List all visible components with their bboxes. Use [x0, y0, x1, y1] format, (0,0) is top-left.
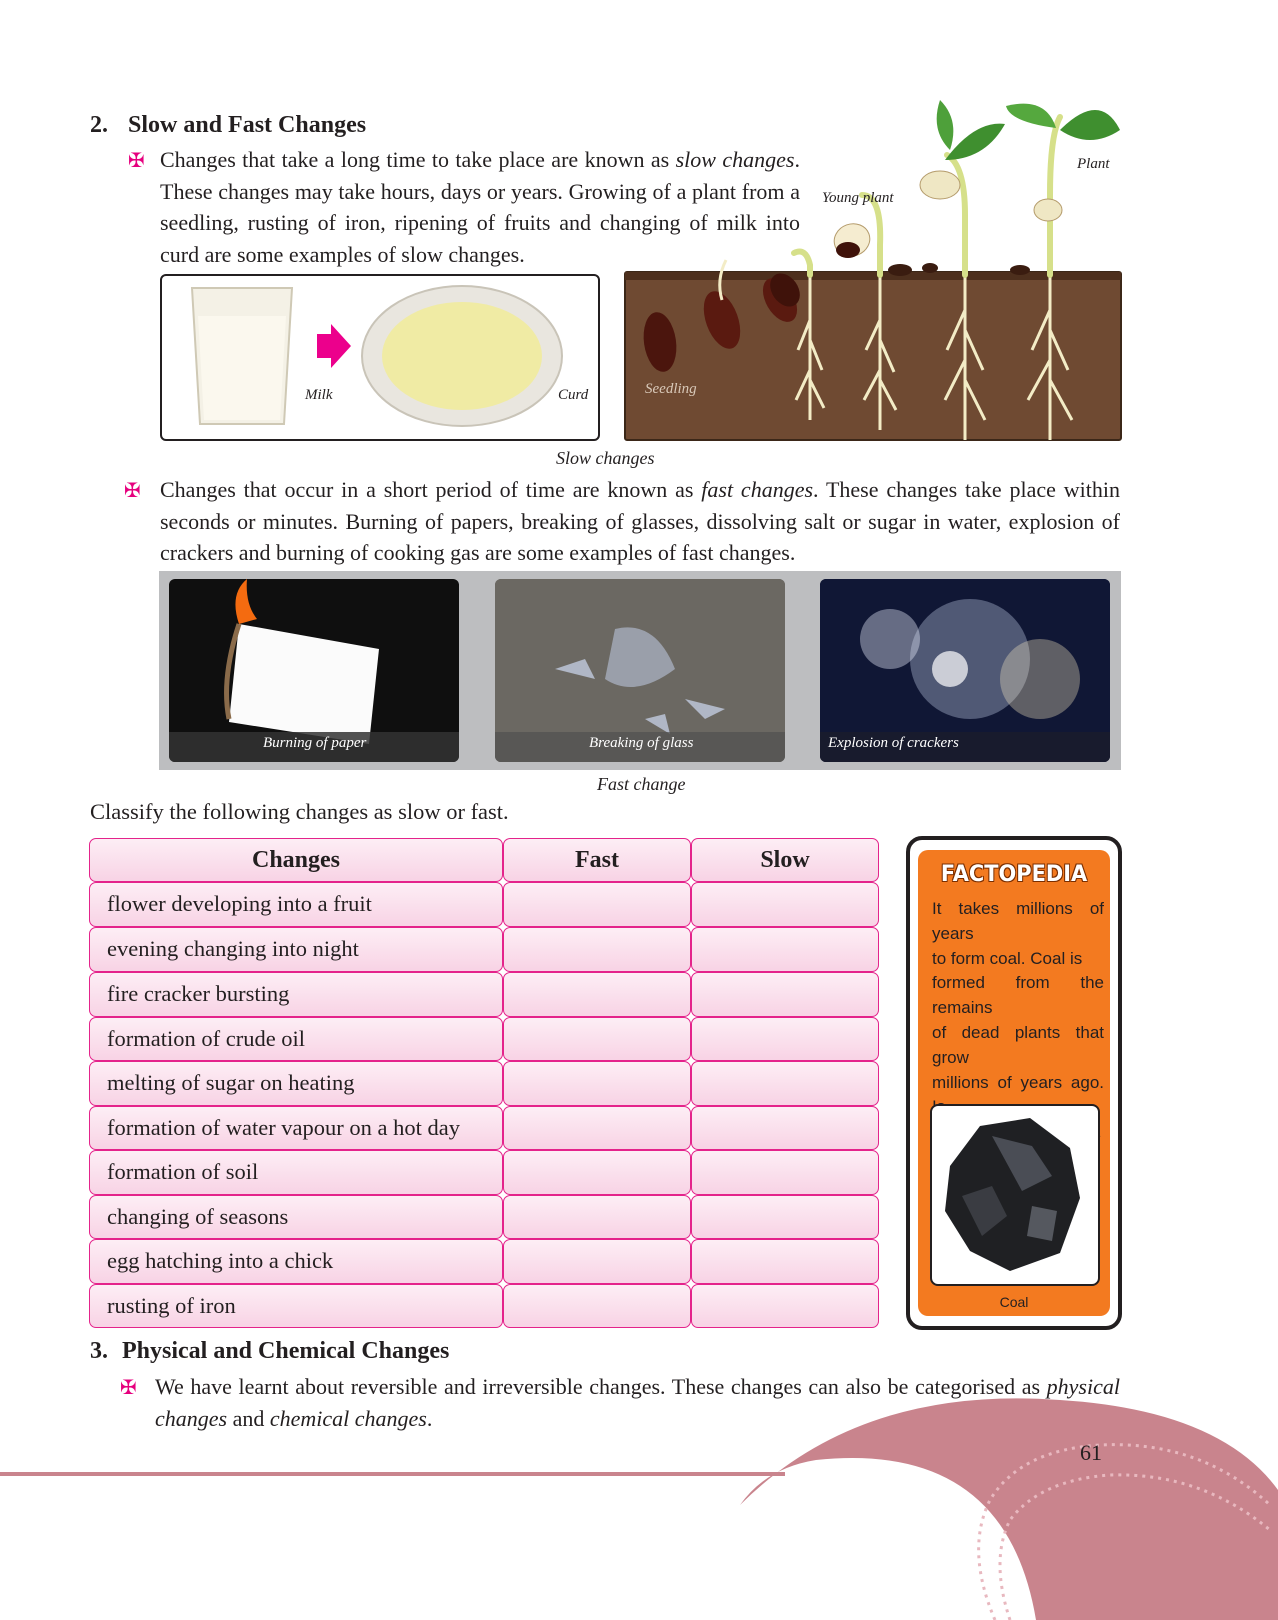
slow-answer-cell[interactable] — [691, 1106, 879, 1150]
slow-changes-paragraph: Changes that take a long time to take place are known as slow changes. These changes may take hours, days or years. Growing of a plant from a seedling, rusting of iron, ripening of fruits and changing of milk into curd are some examples of slow changes. — [160, 147, 800, 267]
burning-paper-photo — [169, 579, 459, 762]
change-cell: melting of sugar on heating — [89, 1061, 503, 1106]
fast-answer-cell[interactable] — [503, 1106, 691, 1150]
crackers-label: Explosion of crackers — [828, 735, 959, 751]
milk-label: Milk — [305, 387, 333, 403]
bullet-icon: ✠ — [124, 478, 141, 502]
section-2-heading — [90, 112, 366, 139]
fast-answer-cell[interactable] — [503, 972, 691, 1017]
factopedia-text: It takes millions of years to form coal. Coal is formed from the remains of dead plants that grow millions of years ago. — [932, 899, 1104, 1092]
burning-paper-label: Burning of paper — [263, 735, 367, 751]
slow-answer-cell[interactable] — [691, 1284, 879, 1328]
change-cell: formation of crude oil — [89, 1017, 503, 1061]
change-cell: formation of water vapour on a hot day — [89, 1106, 503, 1150]
bullet-icon: ✠ — [128, 148, 145, 172]
classify-instruction: Classify the following changes as slow or fast. — [90, 799, 509, 824]
factopedia-panel — [918, 850, 1110, 1316]
section-2-title: Slow and Fast Changes — [128, 112, 367, 138]
header-slow: Slow — [691, 838, 879, 882]
curd-label: Curd — [558, 387, 589, 403]
slow-answer-cell[interactable] — [691, 1017, 879, 1061]
change-cell: changing of seasons — [89, 1195, 503, 1239]
bullet-icon: ✠ — [120, 1375, 137, 1399]
section-3-paragraph: We have learnt about reversible and irreversible changes. These changes can also be categorised as physical changes and chemical changes. — [155, 1374, 1120, 1431]
milk-curd-figure — [160, 274, 600, 441]
coal-image — [930, 1104, 1100, 1286]
fast-answer-cell[interactable] — [503, 1239, 691, 1284]
footer-curve-decoration — [740, 1395, 1278, 1620]
slow-answer-cell[interactable] — [691, 972, 879, 1017]
change-cell: evening changing into night — [89, 927, 503, 972]
footer-rule — [0, 1472, 785, 1476]
fast-change-caption: Fast change — [597, 774, 686, 794]
slow-answer-cell[interactable] — [691, 1195, 879, 1239]
fast-answer-cell[interactable] — [503, 882, 691, 927]
header-fast: Fast — [503, 838, 691, 882]
fast-answer-cell[interactable] — [503, 1017, 691, 1061]
change-cell: rusting of iron — [89, 1284, 503, 1328]
slow-changes-caption: Slow changes — [556, 448, 655, 468]
fast-answer-cell[interactable] — [503, 927, 691, 972]
young-plant-label: Young plant — [822, 190, 894, 206]
section-2-number: 2. — [90, 112, 108, 138]
fast-answer-cell[interactable] — [503, 1061, 691, 1106]
slow-answer-cell[interactable] — [691, 1150, 879, 1195]
header-changes: Changes — [89, 838, 503, 882]
page-number: 61 — [1080, 1440, 1102, 1465]
change-cell: formation of soil — [89, 1150, 503, 1195]
slow-answer-cell[interactable] — [691, 927, 879, 972]
factopedia-title: FACTOPEDIA — [940, 862, 1088, 887]
coal-label: Coal — [999, 1294, 1029, 1310]
fast-change-photo-strip — [159, 571, 1121, 770]
fast-answer-cell[interactable] — [503, 1150, 691, 1195]
breaking-glass-photo — [495, 579, 785, 762]
fast-answer-cell[interactable] — [503, 1284, 691, 1328]
factopedia-box — [906, 836, 1122, 1330]
slow-answer-cell[interactable] — [691, 882, 879, 927]
fast-answer-cell[interactable] — [503, 1195, 691, 1239]
fast-changes-paragraph: Changes that occur in a short period of time are known as fast changes. These changes take place within seconds or minutes. Burning of papers, breaking of glasses, dissolving salt or sugar in water, explosion of crackers and burning of cooking gas are some examples of fast changes. — [160, 477, 1121, 565]
section-3-title: Physical and Chemical Changes — [122, 1338, 450, 1364]
slow-answer-cell[interactable] — [691, 1061, 879, 1106]
change-cell: flower developing into a fruit — [89, 882, 503, 927]
section-3-number: 3. — [90, 1338, 108, 1364]
breaking-glass-label: Breaking of glass — [589, 735, 694, 751]
section-3-heading — [90, 1338, 449, 1365]
plant-label: Plant — [1077, 156, 1110, 172]
change-cell: fire cracker bursting — [89, 972, 503, 1017]
slow-answer-cell[interactable] — [691, 1239, 879, 1284]
crackers-photo — [820, 579, 1110, 762]
seedling-label: Seedling — [645, 381, 697, 397]
change-cell: egg hatching into a chick — [89, 1239, 503, 1284]
